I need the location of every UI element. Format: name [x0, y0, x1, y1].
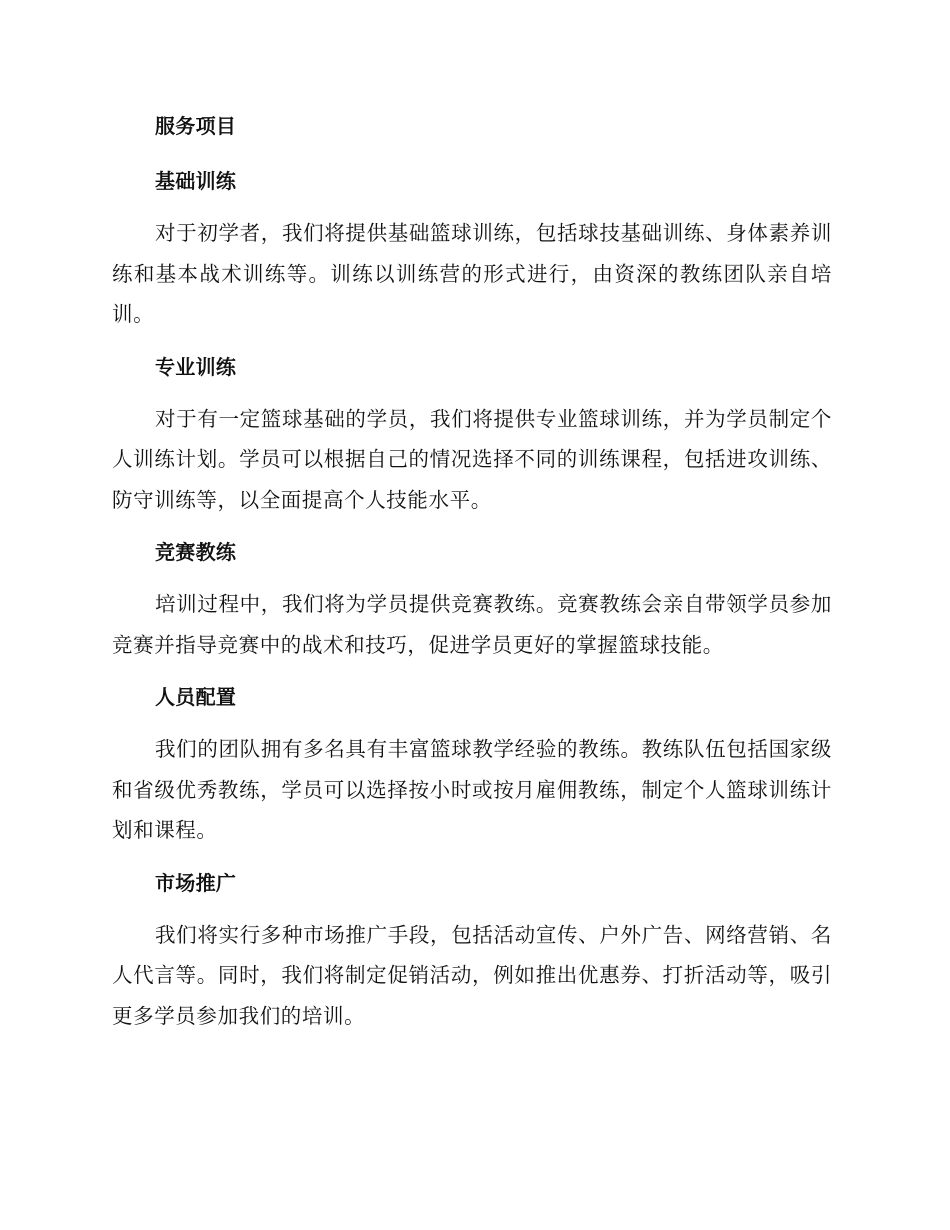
section-heading-staffing: 人员配置 — [155, 685, 237, 709]
document-title: 服务项目 — [155, 114, 237, 138]
section-body-basic-training: 对于初学者，我们将提供基础篮球训练，包括球技基础训练、身体素养训练和基本战术训练等。训练以训练营的形式进行，由资深的教练团队亲自培训。 — [112, 221, 832, 326]
section-body-competition-coaching: 培训过程中，我们将为学员提供竞赛教练。竞赛教练会亲自带领学员参加竞赛并指导竞赛中的战术和技巧，促进学员更好的掌握篮球技能。 — [112, 592, 832, 657]
spacer — [112, 570, 832, 584]
spacer — [112, 385, 832, 399]
spacer — [112, 199, 832, 213]
spacer — [112, 665, 832, 679]
section-body-marketing: 我们将实行多种市场推广手段，包括活动宣传、户外广告、网络营销、名人代言等。同时，我们将制定促销活动，例如推出优惠券、打折活动等，吸引更多学员参加我们的培训。 — [112, 922, 832, 1028]
section-heading-marketing: 市场推广 — [155, 870, 237, 895]
section-heading-professional-training: 专业训练 — [155, 354, 237, 379]
spacer — [112, 851, 832, 865]
spacer — [112, 335, 832, 349]
spacer — [112, 144, 832, 163]
document-content — [112, 108, 832, 1036]
section-body-professional-training: 对于有一定篮球基础的学员，我们将提供专业篮球训练，并为学员制定个人训练计划。学员可以根据自己的情况选择不同的训练课程，包括进攻训练、防守训练等，以全面提高个人技能水平。 — [112, 406, 832, 512]
spacer — [112, 715, 832, 729]
spacer — [112, 901, 832, 915]
section-heading-basic-training: 基础训练 — [155, 169, 237, 193]
spacer — [112, 520, 832, 534]
section-heading-competition-coaching: 竞赛教练 — [155, 540, 237, 564]
section-body-staffing: 我们的团队拥有多名具有丰富篮球教学经验的教练。教练队伍包括国家级和省级优秀教练，学员可以选择按小时或按月雇佣教练，制定个人篮球训练计划和课程。 — [112, 737, 832, 842]
